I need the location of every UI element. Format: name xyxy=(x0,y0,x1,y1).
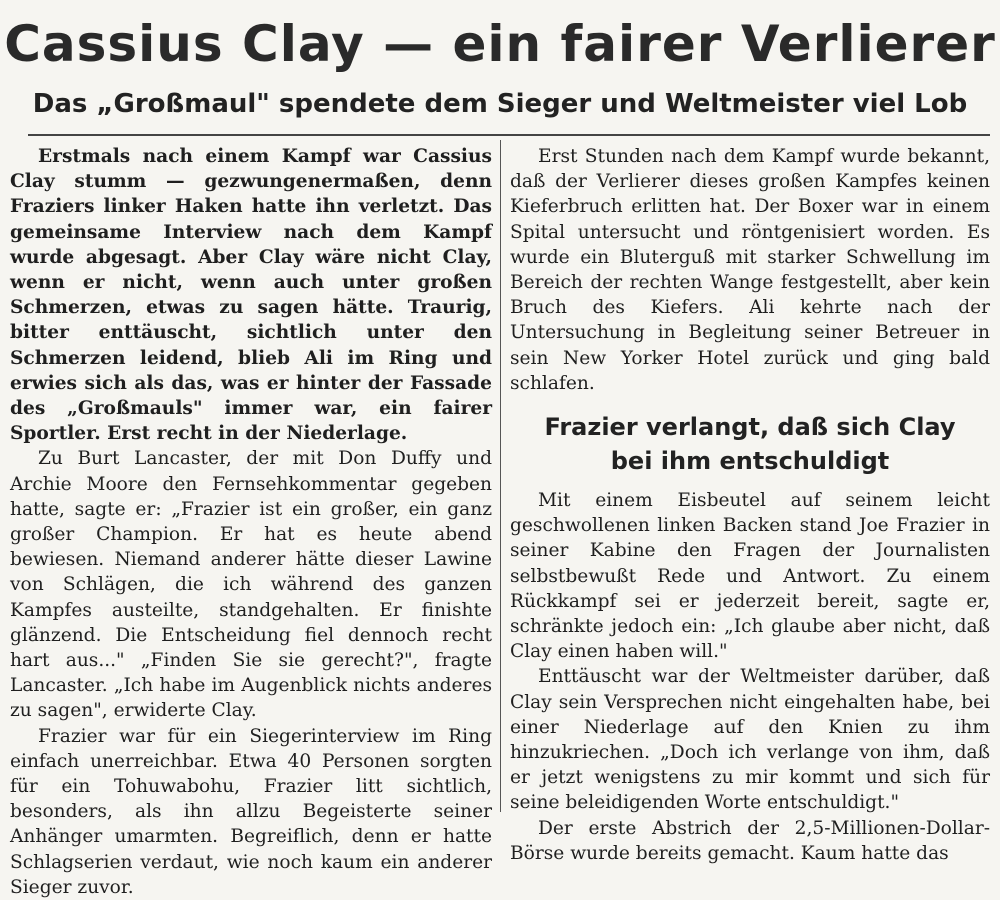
left-paragraph-1: Erstmals nach einem Kampf war Cassius Clay stumm — gezwungenermaßen, denn Fraziers linker Haken hatte ihn verletzt. Das gemeinsame Interview nach dem Kampf wurde abgesagt. Aber Clay wäre nicht Clay, wenn er nicht, wenn auch unter großen Schmerzen, etwas zu sagen hätte. Traurig, bitter enttäuscht, sichtlich unter den Schmerzen leidend, blieb Ali im Ring und erwies sich als das, was er hinter der Fassade des „Großmauls" immer war, ein fairer Sportler. Erst recht in der Niederlage. xyxy=(10,146,492,445)
section-heading-line-2: bei ihm entschuldigt xyxy=(610,447,890,476)
left-column xyxy=(10,144,492,900)
right-column xyxy=(510,144,990,866)
left-paragraph-2: Zu Burt Lancaster, der mit Don Duffy und Archie Moore den Fernsehkommentar gegeben hatte, sagte er: „Frazier ist ein großer, ein ganz großer Champion. Er hat es heute abend bewiesen. Niemand anderer hätte dieser Lawine von Schlägen, die ich während des ganzen Kampfes austeilte, standgehalten. Er finishte glänzend. Die Entscheidung fiel dennoch recht hart aus..." „Finden Sie sie gerecht?", fragte Lancaster. „Ich habe im Augenblick nichts anderes zu sagen", erwiderte Clay. xyxy=(10,448,492,722)
section-heading-line-1: Frazier verlangt, daß sich Clay xyxy=(544,413,956,442)
right-paragraph-4: Der erste Abstrich der 2,5-Millionen-Dollar-Börse wurde bereits gemacht. Kaum hatte das xyxy=(510,817,990,864)
headline: Cassius Clay — ein fairer Verlierer xyxy=(4,15,996,73)
section-heading xyxy=(510,410,990,478)
header-rule xyxy=(28,134,990,136)
column-divider xyxy=(500,140,501,812)
right-paragraph-2: Mit einem Eisbeutel auf seinem leicht geschwollenen linken Backen stand Joe Frazier in seiner Kabine den Fragen der Journalisten selbstbewußt Rede und Antwort. Zu einem Rückkampf sei er jederzeit bereit, sagte er, schränkte jedoch ein: „Ich glaube aber nicht, daß Clay einen haben will." xyxy=(510,490,990,663)
subheadline: Das „Großmaul" spendete dem Sieger und Weltmeister viel Lob xyxy=(32,89,968,119)
left-paragraph-3: Frazier war für ein Siegerinterview im Ring einfach unerreichbar. Etwa 40 Personen sorgten für ein Tohuwabohu, Frazier litt sichtlich, besonders, als ihn allzu Begeisterte seiner Anhänger umarmten. Begreiflich, denn er hatte Schlagserien verdaut, wie noch kaum ein anderer Sieger zuvor. xyxy=(10,725,492,898)
right-paragraph-1: Erst Stunden nach dem Kampf wurde bekannt, daß der Verlierer dieses großen Kampfes keinen Kieferbruch erlitten hat. Der Boxer war in einem Spital untersucht und röntgenisiert worden. Es wurde ein Bluterguß mit starker Schwellung im Bereich der rechten Wange festgestellt, aber kein Bruch des Kiefers. Ali kehrte nach der Untersuchung in Begleitung seiner Betreuer in sein New Yorker Hotel zurück und ging bald schlafen. xyxy=(510,146,990,394)
right-paragraph-3: Enttäuscht war der Weltmeister darüber, daß Clay sein Versprechen nicht eingehalten habe, bei einer Niederlage auf den Knien zu ihm hinzukriechen. „Doch ich verlange von ihm, daß er jetzt wenigstens zu mir kommt und sich für seine beleidigenden Worte entschuldigt." xyxy=(510,666,990,814)
